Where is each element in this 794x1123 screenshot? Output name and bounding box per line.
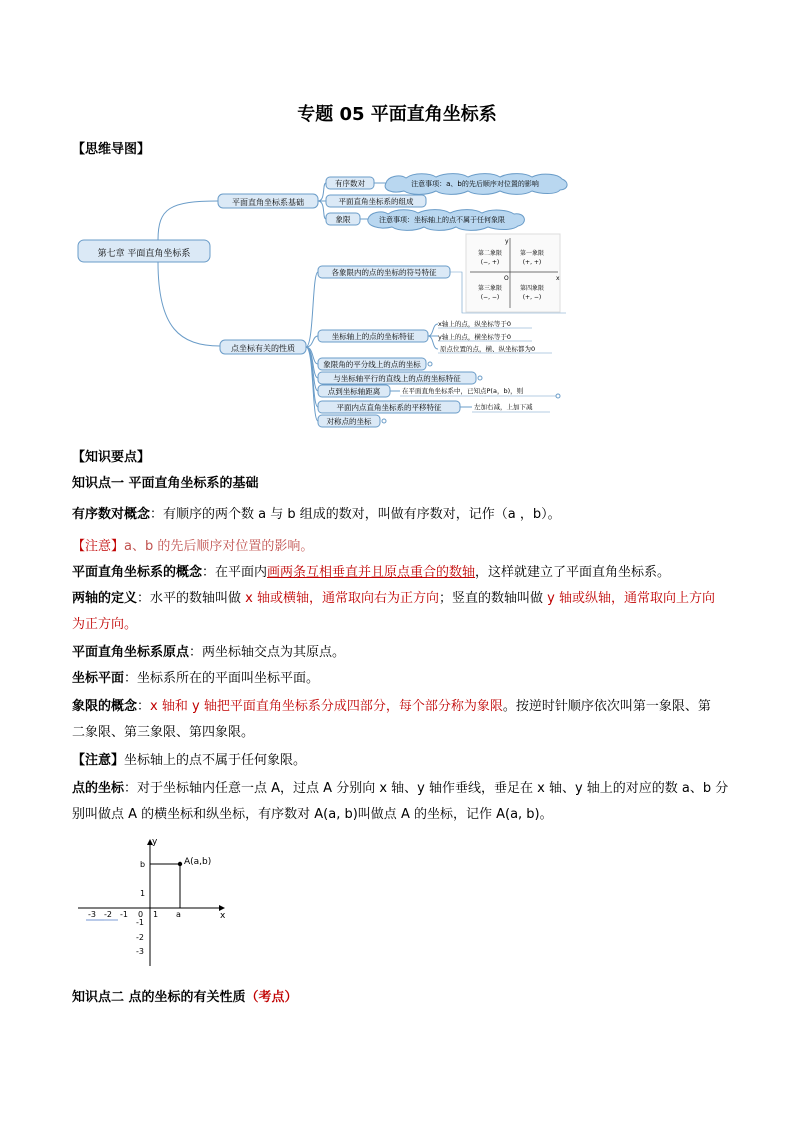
mm-b1-note-3: 注意事项：坐标轴上的点不属于任何象限	[379, 216, 505, 224]
mm-b2-item-4: 与坐标轴平行的直线上的点的坐标特征	[333, 374, 461, 383]
mm-branch1: 平面直角坐标系基础	[232, 198, 304, 207]
x-tick: 0	[138, 910, 144, 919]
mindmap-heading: 【思维导图】	[72, 142, 151, 157]
mm-root: 第七章 平面直角坐标系	[97, 249, 191, 259]
mm-quad-q1s: (+, +)	[522, 259, 542, 266]
graph-point-label: A(a,b)	[184, 857, 212, 867]
mm-quad-y: y	[505, 238, 509, 245]
kp2-title: 知识点二 点的坐标的有关性质（考点）	[72, 990, 298, 1005]
mm-quad-q2: 第二象限	[477, 250, 503, 257]
mm-quad-o: O	[504, 275, 509, 282]
para-quadrants: 象限的概念：x 轴和 y 轴把平面直角坐标系分成四部分，每个部分称为象限。按逆时针顺序依次叫第一象限、第 二象限、第三象限、第四象限。	[72, 699, 711, 740]
mm-b1-note-1: 注意事项：a、b的先后顺序对位置的影响	[411, 180, 539, 188]
y-tick: -1	[136, 918, 144, 927]
x-tick: 1	[153, 910, 159, 919]
mm-axis-note-3: 原点位置的点，横、纵坐标都为0	[440, 345, 536, 353]
mm-axis-note-2: y轴上的点，横坐标等于0	[438, 333, 511, 341]
knowledge-heading: 【知识要点】	[72, 450, 151, 465]
para-coordinate-plane: 坐标平面：坐标系所在的平面叫坐标平面。	[72, 671, 320, 686]
mm-quad-x: x	[556, 275, 560, 282]
para-ordered-pair: 有序数对概念：有顺序的两个数 a 与 b 组成的数对，叫做有序数对，记作（a ，b）。	[72, 507, 561, 522]
mm-b2-item-7: 对称点的坐标	[326, 417, 372, 426]
para-note-1: 【注意】a、b 的先后顺序对位置的影响。	[72, 539, 314, 554]
mm-quad-q2s: (−, +)	[480, 259, 500, 266]
mm-quad-q4: 第四象限	[519, 285, 545, 292]
coordinate-graph	[74, 834, 244, 974]
x-tick: a	[176, 910, 181, 919]
page-title: 专题 05 平面直角坐标系	[297, 104, 497, 125]
mm-b1-item-1: 有序数对	[335, 179, 365, 188]
para-two-axes: 两轴的定义：水平的数轴叫做 x 轴或横轴，通常取向右为正方向；竖直的数轴叫做 y 轴或纵轴，通常取向上方向 为正方向。	[72, 591, 715, 632]
mind-map	[70, 168, 570, 432]
mm-b2-item-6: 平面内点直角坐标系的平移特征	[336, 403, 442, 412]
mm-b1-item-2: 平面直角坐标系的组成	[338, 197, 414, 206]
x-tick: -1	[120, 910, 128, 919]
mm-quad-q3: 第三象限	[477, 285, 503, 292]
kp1-title: 知识点一 平面直角坐标系的基础	[72, 476, 259, 491]
mm-b1-item-3: 象限	[335, 215, 351, 224]
mm-b2-item-2: 坐标轴上的点的坐标特征	[331, 332, 415, 341]
point-a-marker	[178, 862, 182, 866]
mm-axis-note-1: x轴上的点，纵坐标等于0	[438, 320, 511, 328]
x-tick: -2	[104, 910, 112, 919]
mm-b2-item-5: 点到坐标轴距离	[327, 387, 381, 396]
mm-quad-q3s: (−, −)	[480, 294, 500, 301]
mm-quad-q1: 第一象限	[519, 250, 545, 257]
mm-dist-note: 在平面直角坐标系中，已知点P(a，b)，则	[402, 387, 524, 395]
graph-y-label: y	[152, 837, 158, 847]
y-tick: -3	[136, 947, 144, 956]
para-point-coordinates: 点的坐标：对于坐标轴内任意一点 A，过点 A 分别向 x 轴、y 轴作垂线，垂足在 x 轴、y 轴上的对应的数 a、b 分 别叫做点 A 的横坐标和纵坐标，有序数对 A(a, b)叫做点 A 的坐标，记作 A(a, b)。	[72, 781, 729, 822]
mm-b2-item-3: 象限角的平分线上的点的坐标	[323, 360, 421, 369]
mm-quad-q4s: (+, −)	[522, 294, 542, 301]
mm-shift-note: 左加右减，上加下减	[474, 403, 533, 411]
y-tick: b	[140, 860, 146, 869]
graph-x-label: x	[220, 911, 226, 921]
y-tick: -2	[136, 933, 144, 942]
x-tick: -3	[88, 910, 96, 919]
mm-branch2: 点坐标有关的性质	[231, 344, 295, 353]
para-note-2: 【注意】坐标轴上的点不属于任何象限。	[72, 753, 307, 768]
mm-b2-item-1: 各象限内的点的坐标的符号特征	[331, 268, 437, 277]
para-coordinate-system: 平面直角坐标系的概念：在平面内画两条互相垂直并且原点重合的数轴，这样就建立了平面直角坐标系。	[72, 565, 671, 580]
y-tick: 1	[140, 889, 146, 898]
para-origin: 平面直角坐标系原点：两坐标轴交点为其原点。	[72, 645, 346, 660]
